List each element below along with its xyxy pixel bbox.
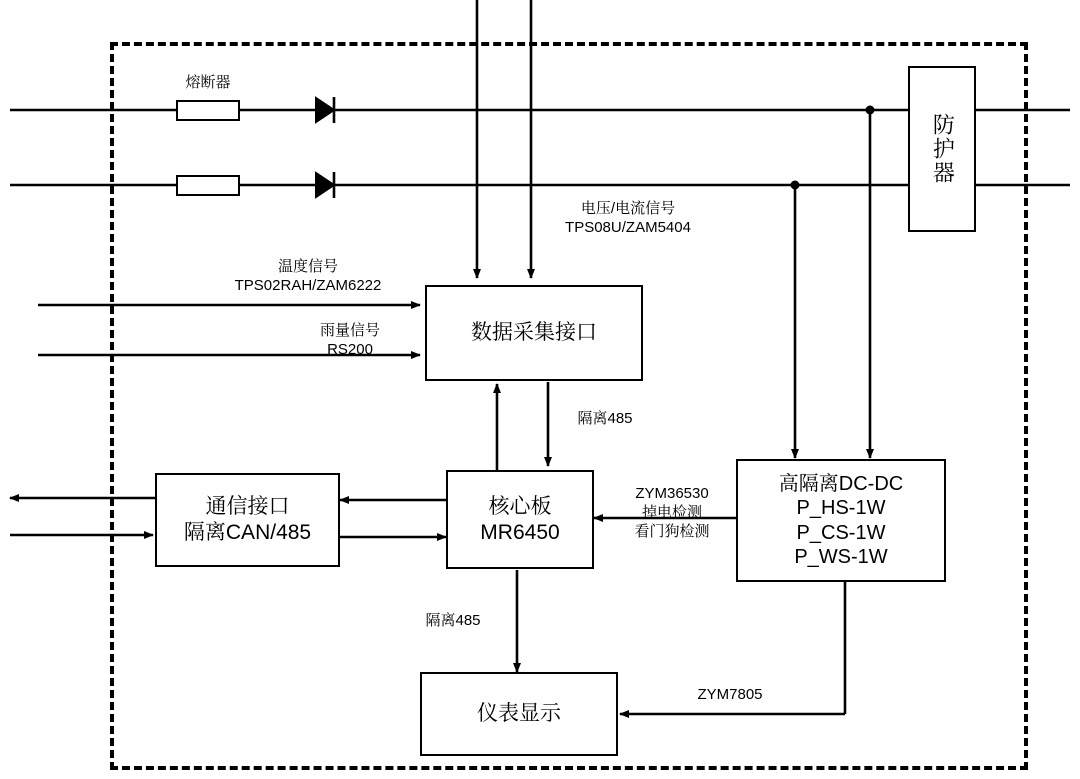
- fuse-label: 熔断器: [185, 74, 231, 91]
- instrument-display-box[interactable]: [420, 672, 618, 756]
- comm-label-line2: 隔离CAN/485: [183, 521, 312, 544]
- dcdc-label-line1: 高隔离DC-DC: [778, 472, 904, 495]
- core-label-line2: MR6450: [480, 520, 560, 544]
- iso485-bottom-label: 隔离485: [425, 612, 481, 629]
- zym7805-label: ZYM7805: [697, 686, 763, 703]
- daq-label: 数据采集接口: [471, 321, 597, 345]
- fuse-symbol-1: [176, 100, 240, 121]
- iso485-top-label: 隔离485: [577, 410, 633, 427]
- dcdc-label-line2: P_HS-1W: [796, 497, 886, 520]
- display-label: 仪表显示: [477, 702, 561, 726]
- data-acquisition-interface-box[interactable]: [425, 285, 643, 381]
- isolated-dcdc-box[interactable]: [736, 459, 946, 582]
- voltage-current-signal-label: 电压/电流信号 TPS08U/ZAM5404: [565, 200, 691, 236]
- zym36530-label: ZYM36530 掉电检测 看门狗检测: [634, 485, 710, 540]
- rain-signal-label: 雨量信号 RS200: [319, 322, 380, 358]
- fuse-symbol-2: [176, 175, 240, 196]
- communication-interface-box[interactable]: [155, 473, 340, 567]
- protector-box[interactable]: [908, 66, 976, 232]
- core-board-box[interactable]: [446, 470, 594, 569]
- dcdc-label-line4: P_WS-1W: [794, 545, 888, 568]
- temperature-signal-label: 温度信号 TPS02RAH/ZAM6222: [234, 258, 382, 294]
- protector-label: 防护器: [930, 113, 956, 185]
- core-label-line1: 核心板: [488, 494, 552, 518]
- dcdc-label-line3: P_CS-1W: [796, 521, 886, 544]
- comm-label-line1: 通信接口: [205, 495, 290, 519]
